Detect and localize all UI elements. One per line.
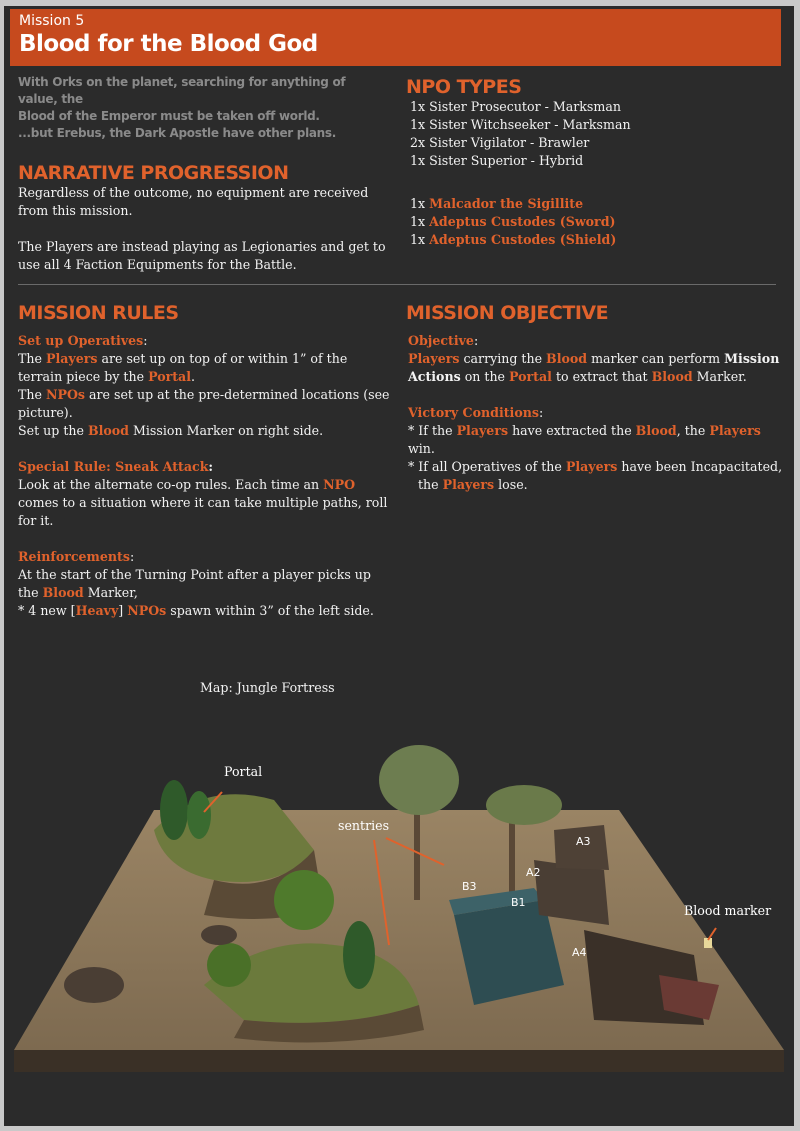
npo-item: 2x Sister Vigilator - Brawler [410,135,590,150]
npo-item: 1x Sister Prosecutor - Marksman [410,99,621,114]
mission-rules-heading: MISSION RULES [18,302,179,324]
title-banner [10,9,781,66]
victory-line: * If all Operatives of the Players have been Incapacitated, [408,459,783,474]
mission-number: Mission 5 [19,13,85,29]
tree [379,745,459,815]
zone-label-b3: B3 [462,880,477,893]
special-rule-text: Look at the alternate co-op rules. Each time an NPO comes to a situation where it can take multiple paths, roll for it. [18,477,388,528]
zone-label-a4: A4 [572,946,587,959]
rock [64,967,124,1003]
mission-title: Blood for the Blood God [19,31,318,57]
zone-label-b1: B1 [511,896,526,909]
objective-text: Players carrying the Blood marker can perform Mission Actions on the Portal to extract that Blood Marker. [408,351,780,384]
setup-line: Set up the Blood Mission Marker on right side. [18,423,324,438]
jungle-plant [274,870,334,930]
npo-hero-item: 1x Adeptus Custodes (Shield) [410,232,617,247]
mission-objective-text [408,332,788,494]
victory-line: the Players lose. [418,477,528,492]
victory-line: * If the Players have extracted the Blood, the Players win. [408,423,761,456]
victory-title: Victory Conditions: [408,405,544,420]
setup-title: Set up Operatives: [18,333,148,348]
npo-types-heading: NPO TYPES [406,76,522,98]
fortress-wall [534,860,609,925]
reinforcements-title: Reinforcements: [18,549,135,564]
mission-objective-heading: MISSION OBJECTIVE [406,302,609,324]
npo-hero-item: 1x Adeptus Custodes (Sword) [410,214,616,229]
section-divider [18,284,776,285]
npo-item: 1x Sister Witchseeker - Marksman [410,117,631,132]
setup-line: The Players are set up on top of or within 1” of the terrain piece by the Portal. [18,351,348,384]
reinforcements-text: At the start of the Turning Point after a player picks up the Blood Marker, [18,567,371,600]
intro-line: With Orks on the planet, searching for anything of value, the [18,75,346,106]
tree [486,785,562,825]
sentries-label: sentries [338,818,390,833]
intro-line: Blood of the Emperor must be taken off world. [18,109,320,123]
blood-marker-label: Blood marker [684,903,772,918]
board-edge [14,1050,784,1072]
npo-list-heroes [410,195,616,249]
jungle-plant [207,943,251,987]
special-rule-title: Special Rule: Sneak Attack: [18,459,214,474]
tree [187,791,211,839]
portal-label: Portal [224,764,263,779]
npo-item: 1x Sister Superior - Hybrid [410,153,584,168]
map-caption: Map: Jungle Fortress [200,680,335,695]
zone-label-a3: A3 [576,835,591,848]
intro-text [18,74,388,142]
narrative-para: Regardless of the outcome, no equipment are received from this mission. [18,185,369,218]
intro-line: ...but Erebus, the Dark Apostle have other plans. [18,126,337,140]
objective-title: Objective: [408,333,479,348]
narrative-heading: NARRATIVE PROGRESSION [18,162,289,184]
tree [160,780,188,840]
zone-label-a2: A2 [526,866,541,879]
setup-line: The NPOs are set up at the pre-determined locations (see picture). [18,387,390,420]
mission-sheet [4,6,794,1126]
reinforcements-text: * 4 new [Heavy] NPOs spawn within 3” of the left side. [18,603,374,618]
mission-rules-text [18,332,393,620]
narrative-para: The Players are instead playing as Legionaries and get to use all 4 Faction Equipments for the Battle. [18,239,386,272]
rock [201,925,237,945]
narrative-text [18,184,388,274]
npo-hero-item: 1x Malcador the Sigillite [410,196,584,211]
tree [343,921,375,989]
npo-list-sisters [410,98,631,170]
map-photo [4,720,794,1126]
